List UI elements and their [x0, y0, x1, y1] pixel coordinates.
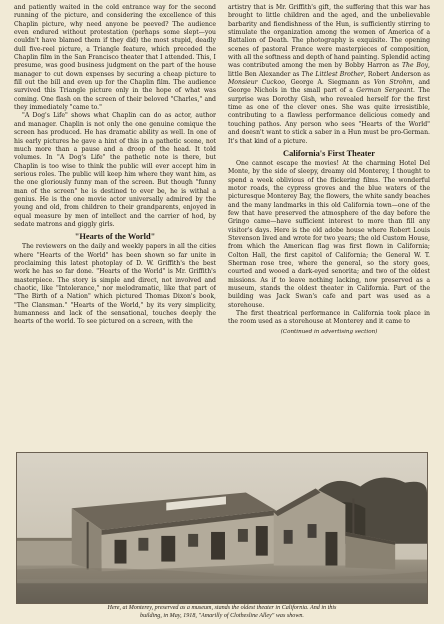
text-columns [14, 4, 430, 450]
role-title: German Sergeant [356, 87, 413, 95]
right-paragraph-1 [228, 4, 430, 146]
photo-caption [16, 604, 428, 620]
role-title: Von Strohm [373, 79, 413, 87]
right-paragraph-2: One cannot escape the movies! At the charming Hotel Del Monte, by the side of sleepy, dreamy old Monterey, I thought to spend a week oblivious of the flickering films. The wonderful motor roads, the cypress groves and the blue waters of the picturesque Monterey Bay, the flowers, the white sandy beaches and the many landmarks in this old California town—one of the few that have preserved the atmosphere of the day before the Gringo came—have sufficient interest to more than fill any visitor's days. Here is the old adobe house where Robert Louis Stevenson lived and wrote for two years; the old Custom House, from which the American flag was first flown in California; Colton Hall, the first capitol of California; the General W. T. Sherman rose tree, where the general, so the story goes, courted and wooed a dark-eyed senorita; and two of the oldest missions. As if to leave nothing lacking, now preserved as a museum, stands the oldest theater in California. Part of the building was Jack Swan's cafe and part was used as a storehouse. [228, 159, 430, 309]
text-run: . The surprise was Dorothy Gish, who revealed herself for the first time as one of the clever ones. She was quite irresistible, contributing to a flawless performance delicious comedy and touching pathos. Any person who sees "Hearts of the World" and doesn't want to stick a saber in a Hun must be pro-German. It's that kind of a picture. [228, 87, 430, 145]
right-column [228, 4, 430, 450]
left-column [14, 4, 216, 450]
text-run: , Robert Anderson as [363, 70, 430, 78]
text-run: , little Ben Alexander as [228, 62, 430, 78]
theater-photograph [16, 452, 428, 604]
left-paragraph-1: and patiently waited in the cold entrance way for the second running of the picture, and considering the excellence of this Chaplin picture, why need anyone be peeved? The audience even endured without protestation (perhaps some slept—you couldn't have blamed them if they did) the most stupid, deadly dull five-reel picture, a Triangle feature, which preceded the Chaplin film in the San Francisco theater that I attended. This, I presume, was good business judgment on the part of the house manager to cut down expenses by securing a cheap picture to fill out the bill and even up for the Chaplin film. The audience survived this Triangle picture only in the hope of what was coming. One flash on the screen of their beloved "Charles," and they immediately "came to." [14, 4, 216, 112]
section-heading-hearts-of-the-world: "Hearts of the World" [74, 232, 156, 242]
role-title: The Boy [401, 62, 429, 70]
theater-building-illustration [17, 453, 427, 603]
text-run: , and George Nichols in the small part of a [228, 79, 430, 95]
role-title: Monsieur Cuckoo [228, 79, 285, 87]
continued-note: (Continued in advertising section) [280, 328, 378, 335]
role-title: The Littlest Brother [301, 70, 364, 78]
text-run: artistry that is Mr. Griffith's gift, the suffering that this war has brought to little children and the aged, and the unbelievable barbarity and fiendishness of the Hun, is sufficiently stirring to stimulate the organization among the women of America of a Battalion of Death. The photography is exquisite. The opening scenes of pastoral France were masterpieces of composition, with all the softness and depth of hand painting. Splendid acting was contributed among the men by Bobby Harron as [228, 4, 430, 70]
caption-line-2: building, in May, 1918, "Amarilly of Clothesline Alley" was shown. [140, 613, 304, 619]
right-paragraph-3: The first theatrical performance in California took place in the room used as a storehouse at Monterey and it came to [228, 310, 430, 326]
section-heading-californias-first-theater: California's First Theater [283, 148, 375, 158]
left-paragraph-3: The reviewers on the daily and weekly papers in all the cities where "Hearts of the World" has been shown so far unite in proclaiming this latest photoplay of D. W. Griffith's the best work he has so far done. "Hearts of the World" is Mr. Griffith's masterpiece. The story is simple and direct, not involved and chaotic, like "Intolerance," nor melodramatic, like that part of "The Birth of a Nation" which pictured Thomas Dixon's book, "The Clansman." "Hearts of the World," by its very simplicity, humanness and lack of the sensational, touches deeply the hearts of the world. To see pictured on a screen, with the [14, 243, 216, 326]
left-paragraph-2: "A Dog's Life" shows what Chaplin can do as actor, author and manager. Chaplin is not only the one genuine comique the screen has produced. He has dramatic ability as well. In one of his early pictures he gave a hint of this in a pathetic scene, not much more than a pause and a droop of the head. It told volumes. In "A Dog's Life" the pathetic note is there, but Chaplin is too wise to think the public will ever accept him in serious roles. The public will keep him where they want him, as the one gloriously funny man of the screen. But though "funny man of the screen" he is destined to ever be, he is withal a genius. He is the one movie actor universally admired by the young and old, from children to their grandparents, enjoyed in equal measure by men of intellect and the carrier of hod, by sedate matrons and giggly girls. [14, 112, 216, 228]
caption-line-1: Here, at Monterey, preserved as a museum, stands the oldest theater in California. And in this [107, 605, 337, 611]
text-run: , George A. Siegmann as [284, 79, 374, 87]
